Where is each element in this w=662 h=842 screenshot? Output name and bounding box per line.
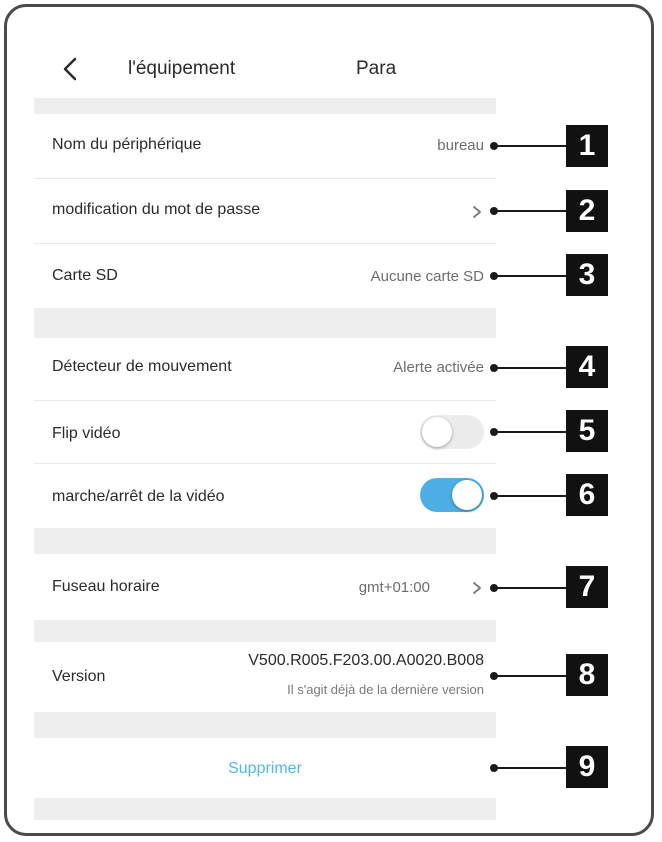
flip-video-row xyxy=(34,401,496,463)
sd-card-row[interactable] xyxy=(34,244,496,308)
motion-detector-label: Détecteur de mouvement xyxy=(52,358,232,375)
toggle-knob xyxy=(452,480,482,510)
chevron-right-icon xyxy=(470,581,484,595)
callout-number: 1 xyxy=(566,125,608,167)
section-divider xyxy=(34,620,496,642)
callout-number: 2 xyxy=(566,190,608,232)
video-power-toggle[interactable] xyxy=(420,478,484,512)
video-power-row xyxy=(34,464,496,528)
device-name-label: Nom du périphérique xyxy=(52,136,202,153)
version-note: Il s'agit déjà de la dernière version xyxy=(287,682,484,697)
callout-number: 3 xyxy=(566,254,608,296)
sd-card-label: Carte SD xyxy=(52,267,118,284)
header xyxy=(0,52,662,92)
timezone-label: Fuseau horaire xyxy=(52,578,160,595)
version-value: V500.R005.F203.00.A0020.B008 xyxy=(248,652,484,669)
password-row[interactable] xyxy=(34,179,496,243)
version-row xyxy=(34,642,496,712)
sd-card-value: Aucune carte SD xyxy=(370,268,484,285)
flip-video-toggle[interactable] xyxy=(420,415,484,449)
chevron-right-icon xyxy=(470,205,484,219)
motion-detector-value: Alerte activée xyxy=(393,359,484,376)
delete-button[interactable]: Supprimer xyxy=(228,760,302,777)
timezone-value: gmt+01:00 xyxy=(358,579,430,596)
callout-number: 5 xyxy=(566,410,608,452)
video-power-label: marche/arrêt de la vidéo xyxy=(52,488,225,505)
callout-number: 4 xyxy=(566,346,608,388)
password-label: modification du mot de passe xyxy=(52,201,261,218)
page-title: l'équipement xyxy=(128,58,236,79)
flip-video-label: Flip vidéo xyxy=(52,425,121,442)
chevron-left-icon[interactable] xyxy=(56,54,86,84)
timezone-row[interactable] xyxy=(34,554,496,620)
section-divider xyxy=(34,308,496,338)
page-title-suffix: Para xyxy=(356,58,397,79)
callout-number: 6 xyxy=(566,474,608,516)
section-divider xyxy=(34,528,496,554)
version-label: Version xyxy=(52,668,106,685)
device-name-value: bureau xyxy=(437,137,484,154)
section-divider xyxy=(34,98,496,114)
callout-number: 8 xyxy=(566,654,608,696)
callout-number: 7 xyxy=(566,566,608,608)
device-name-row[interactable] xyxy=(34,114,496,178)
callout-number: 9 xyxy=(566,746,608,788)
motion-detector-row[interactable] xyxy=(34,338,496,400)
section-divider xyxy=(34,712,496,738)
toggle-knob xyxy=(422,417,452,447)
section-divider xyxy=(34,798,496,820)
